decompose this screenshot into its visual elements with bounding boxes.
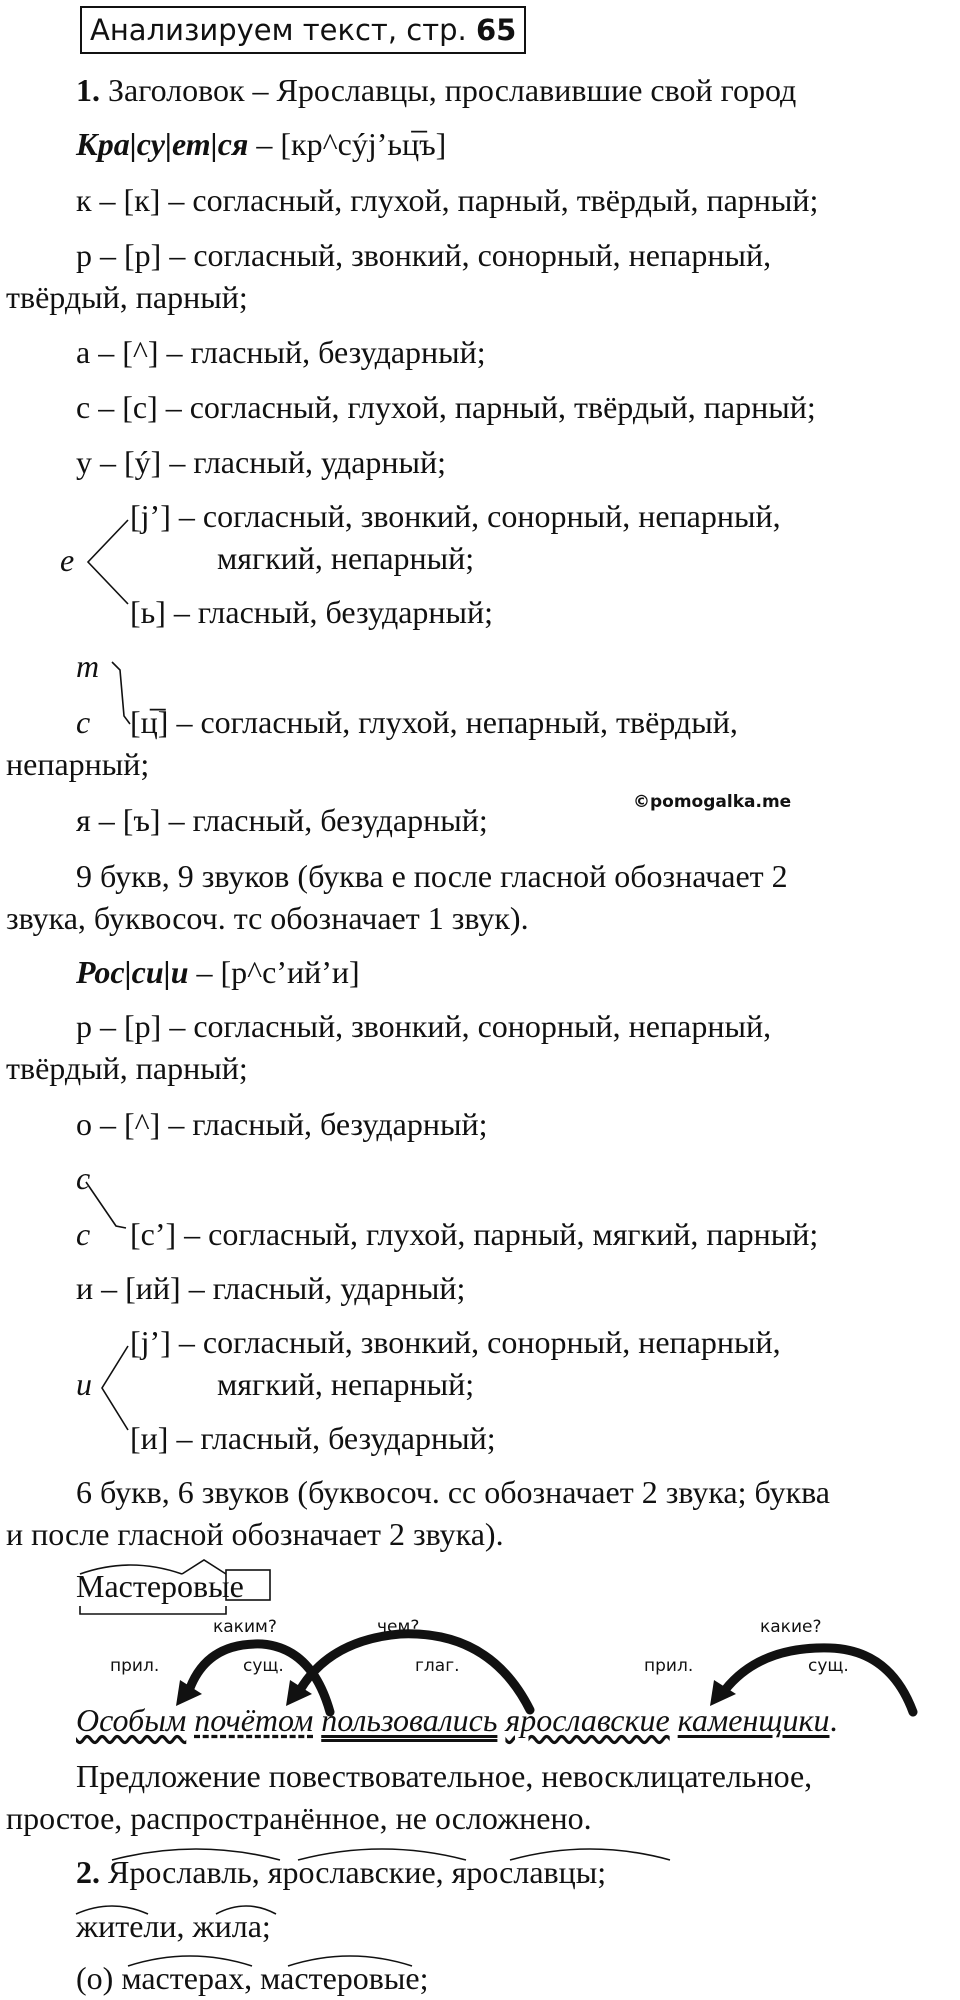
task2-line1: 2. Ярославль, ярославские, ярославцы; [76,1854,607,1890]
word2-i-j-line1: [j’] – согласный, звонкий, сонорный, непарный, [130,1324,781,1360]
task2-arc-7 [288,1956,412,1966]
task2-arc-5 [216,1906,276,1914]
arrow-kakie-arc [725,1648,913,1712]
word2-s-bottom-letter: с [76,1216,91,1252]
word1-k: к – [к] – согласный, глухой, парный, твёрдый, парный; [76,182,819,218]
word2-syllables: Рос|си|и [76,954,189,990]
word2-ss: [с’] – согласный, глухой, парный, мягкий, парный; [130,1216,819,1252]
summary-line1: Предложение повествовательное, невосклицательное, [76,1758,813,1794]
label-pril-2: прил. [644,1656,694,1676]
task2-arc-1 [112,1849,280,1860]
word2-i-j-line2: мягкий, непарный; [217,1366,475,1402]
word1-syllables: Кра|су|ет|ся [76,126,249,162]
word2-r-line2: твёрдый, парный; [6,1050,248,1086]
word2-transcription: – [р^с’ий’и] [188,954,360,990]
word1-e-letter: е [60,542,75,578]
branch-e-bracket [88,520,128,604]
question-chem: чем? [377,1617,420,1637]
task2-arc-4 [76,1906,148,1914]
task2-arc-6 [128,1956,252,1966]
word1-s-letter: с [76,704,91,740]
summary-line2: простое, распространённое, не осложнено. [6,1800,592,1836]
word2-o: о – [^] – гласный, безударный; [76,1106,488,1142]
watermark: ©pomogalka.me [633,792,792,812]
question-kakie: какие? [760,1617,822,1637]
word2-i: и – [ий] – гласный, ударный; [76,1270,466,1306]
word1-u: у – [ý] – гласный, ударный; [76,444,447,480]
label-pril-1: прил. [110,1656,160,1676]
word1-transcription: – [кр^сýj’ьц̅ъ] [248,126,447,162]
root-arc [80,1565,182,1574]
sentence-word-kamenshchiki: каменщики [677,1702,830,1738]
sentence-word-yaroslavskie: ярославские [505,1702,670,1738]
morph-stem: Мастеров [76,1568,209,1604]
word2-r-line1: р – [р] – согласный, звонкий, сонорный, непарный, [76,1008,772,1044]
word1-r-line1: р – [р] – согласный, звонкий, сонорный, непарный, [76,237,772,273]
merge-ts-bracket [112,662,130,724]
sentence-word-osobym: Особым [76,1702,187,1738]
word1-r-line2: твёрдый, парный; [6,279,248,315]
merge-ss-bracket [86,1182,126,1228]
task2-number: 2. [76,1854,100,1890]
header-page-number: 65 [475,13,517,47]
sentence-word-polzovalis: пользовались [321,1702,498,1738]
sentence-word-pochetom: почётом [194,1702,314,1738]
word1-t-letter: т [76,648,100,684]
word2-i-i: [и] – гласный, безударный; [130,1420,496,1456]
task2-line3: (о) мастерах, мастеровые; [76,1960,429,1996]
word1-ts-line2: непарный; [6,746,150,782]
word1-count-line1: 9 букв, 9 звуков (буква е после гласной обозначает 2 [76,858,788,894]
word1-e-b: [ь] – гласный, безударный; [130,594,494,630]
word2-count-line2: и после гласной обозначает 2 звука). [6,1516,504,1552]
task2-arc-3 [510,1849,670,1860]
word1-a: а – [^] – гласный, безударный; [76,334,486,370]
word2-i-letter: и [76,1366,92,1402]
header-title: Анализируем текст, стр. [90,13,476,47]
ending-box [226,1570,270,1600]
task2-line2: жители, жила; [76,1908,271,1944]
word1-e-j-line1: [j’] – согласный, звонкий, сонорный, непарный, [130,498,781,534]
analyzed-sentence: Особым почётом пользовались ярославские каменщики. [76,1702,838,1738]
stem-bracket [80,1606,226,1614]
word1-e-j-line2: мягкий, непарный; [217,540,475,576]
word2-count-line1: 6 букв, 6 звуков (буквосоч. сс обозначает 2 звука; буква [76,1474,830,1510]
morph-ending: ые [208,1568,244,1604]
label-glag: глаг. [415,1656,460,1676]
question-kakim: каким? [213,1617,277,1637]
word1-ya: я – [ъ] – гласный, безударный; [76,802,488,838]
word1-s: с – [с] – согласный, глухой, парный, твёрдый, парный; [76,389,816,425]
arrow-chem-arc [300,1634,530,1710]
word2-s-top-letter: с [76,1160,91,1196]
word1-ts-line1: [ц̅] – согласный, глухой, непарный, твёрдый, [130,704,738,740]
word1-count-line2: звука, буквосоч. тс обозначает 1 звук). [6,900,529,936]
task2-arc-2 [298,1849,466,1860]
task1-number: 1. [76,72,100,108]
suffix-mark [182,1560,226,1574]
branch-i-bracket [102,1346,128,1430]
label-sush-2: сущ. [808,1656,849,1676]
label-sush-1: сущ. [243,1656,284,1676]
task1-title: 1. Заголовок – Ярославцы, прославившие свой город [76,72,797,108]
